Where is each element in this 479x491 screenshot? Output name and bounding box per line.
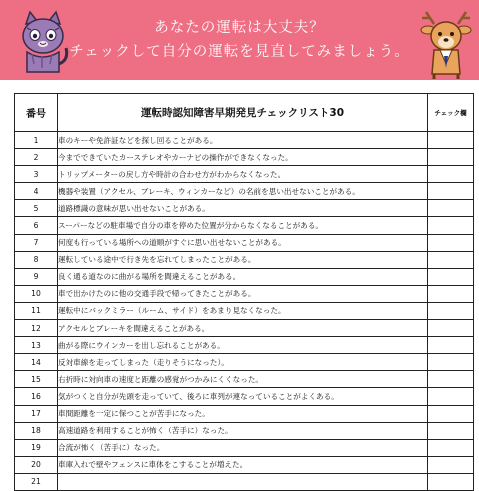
row-number: 1 (15, 132, 58, 149)
table-row (15, 251, 474, 268)
checklist-item-text: 車庫入れで壁やフェンスに車体をこすることが増えた。 (58, 456, 428, 473)
table-row (15, 149, 474, 166)
check-cell[interactable] (428, 439, 474, 456)
row-number: 14 (15, 354, 58, 371)
row-number: 12 (15, 320, 58, 337)
table-row (15, 268, 474, 285)
row-number: 8 (15, 251, 58, 268)
checklist-item-text: 右折時に対向車の速度と距離の感覚がつかみにくくなった。 (58, 371, 428, 388)
row-number: 3 (15, 166, 58, 183)
row-number: 11 (15, 302, 58, 319)
table-row (15, 320, 474, 337)
check-cell[interactable] (428, 217, 474, 234)
checklist-item-text: 運転している途中で行き先を忘れてしまったことがある。 (58, 251, 428, 268)
checklist-item-text (58, 473, 428, 490)
table-header-row (15, 94, 474, 132)
table-row (15, 166, 474, 183)
table-row (15, 285, 474, 302)
check-cell[interactable] (428, 371, 474, 388)
checklist-item-text: アクセルとブレーキを間違えることがある。 (58, 320, 428, 337)
table-row (15, 422, 474, 439)
row-number: 4 (15, 183, 58, 200)
table-row (15, 132, 474, 149)
check-cell[interactable] (428, 234, 474, 251)
check-cell[interactable] (428, 302, 474, 319)
check-cell[interactable] (428, 405, 474, 422)
table-row (15, 371, 474, 388)
checklist-item-text: 高速道路を利用することが怖く（苦手に）なった。 (58, 422, 428, 439)
checklist-item-text: 車間距離を一定に保つことが苦手になった。 (58, 405, 428, 422)
check-cell[interactable] (428, 320, 474, 337)
table-row (15, 354, 474, 371)
table-row (15, 337, 474, 354)
checklist-item-text: 運転中にバックミラー（ルーム、サイド）をあまり見なくなった。 (58, 302, 428, 319)
row-number: 10 (15, 285, 58, 302)
checklist-item-text: 今までできていたカーステレオやカーナビの操作ができなくなった。 (58, 149, 428, 166)
check-cell[interactable] (428, 183, 474, 200)
checklist-item-text: トリップメーターの戻し方や時計の合わせ方がわからなくなった。 (58, 166, 428, 183)
checklist-table (14, 93, 474, 491)
check-cell[interactable] (428, 166, 474, 183)
row-number: 9 (15, 268, 58, 285)
table-row (15, 234, 474, 251)
banner-subtitle: チェックして自分の運転を見直してみましょう。 (69, 44, 410, 60)
checklist-item-text: 機器や装置（アクセル、ブレーキ、ウィンカーなど）の名前を思い出せないことがある。 (58, 183, 428, 200)
header-check-column: チェック欄 (428, 94, 474, 132)
checklist-item-text: 合流が怖く（苦手に）なった。 (58, 439, 428, 456)
table-row (15, 183, 474, 200)
checklist-item-text: 曲がる際にウインカーを出し忘れることがある。 (58, 337, 428, 354)
row-number: 7 (15, 234, 58, 251)
row-number: 6 (15, 217, 58, 234)
checklist-item-text: 車のキーや免許証などを探し回ることがある。 (58, 132, 428, 149)
checklist-item-text: 反対車線を走ってしまった（走りそうになった）。 (58, 354, 428, 371)
check-cell[interactable] (428, 285, 474, 302)
table-row (15, 473, 474, 490)
check-cell[interactable] (428, 337, 474, 354)
check-cell[interactable] (428, 132, 474, 149)
check-cell[interactable] (428, 456, 474, 473)
check-cell[interactable] (428, 388, 474, 405)
row-number: 16 (15, 388, 58, 405)
check-cell[interactable] (428, 251, 474, 268)
checklist-item-text: 車で出かけたのに他の交通手段で帰ってきたことがある。 (58, 285, 428, 302)
row-number: 5 (15, 200, 58, 217)
check-cell[interactable] (428, 473, 474, 490)
check-cell[interactable] (428, 149, 474, 166)
checklist-item-text: スーパーなどの駐車場で自分の車を停めた位置が分からなくなることがある。 (58, 217, 428, 234)
deer-mascot-icon (418, 8, 474, 80)
check-cell[interactable] (428, 268, 474, 285)
table-row (15, 439, 474, 456)
table-row (15, 405, 474, 422)
row-number: 20 (15, 456, 58, 473)
row-number: 18 (15, 422, 58, 439)
checklist-item-text: 良く通る道なのに曲がる場所を間違えることがある。 (58, 268, 428, 285)
table-row (15, 456, 474, 473)
checklist-item-text: 何度も行っている場所への道順がすぐに思い出せないことがある。 (58, 234, 428, 251)
row-number: 2 (15, 149, 58, 166)
header-checklist-title: 運転時認知障害早期発見チェックリスト30 (58, 94, 428, 132)
banner-title: あなたの運転は大丈夫？ (154, 20, 325, 36)
check-cell[interactable] (428, 354, 474, 371)
header-banner (0, 0, 479, 80)
row-number: 19 (15, 439, 58, 456)
row-number: 13 (15, 337, 58, 354)
checklist-item-text: 気がつくと自分が先頭を走っていて、後ろに車列が連なっていることがよくある。 (58, 388, 428, 405)
check-cell[interactable] (428, 422, 474, 439)
check-cell[interactable] (428, 200, 474, 217)
row-number: 17 (15, 405, 58, 422)
header-number: 番号 (15, 94, 58, 132)
table-row (15, 388, 474, 405)
row-number: 15 (15, 371, 58, 388)
checklist-item-text: 道路標識の意味が思い出せないことがある。 (58, 200, 428, 217)
table-row (15, 217, 474, 234)
row-number: 21 (15, 473, 58, 490)
table-row (15, 200, 474, 217)
table-row (15, 302, 474, 319)
